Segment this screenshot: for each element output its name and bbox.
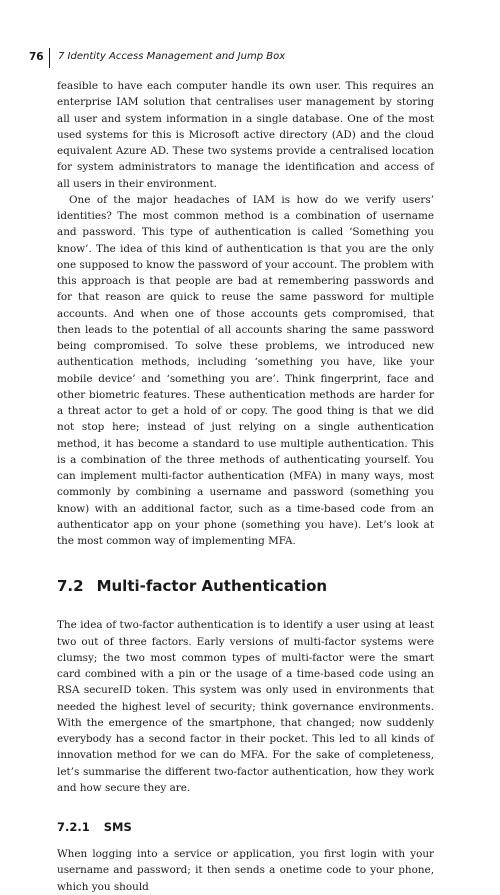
body-paragraph: One of the major headaches of IAM is how do we verify users’ identities? The most common method is a combination of username and password. This type of authentication is called ‘Something you know’. The idea of this kind of authentication is that you are the only one supposed to know the password of your account. The problem with this approach is that people are bad at remembering passwords and for that reason are quick to reuse the same password for multiple accounts. And when one of those accounts gets compromised, that then leads to the potential of all accounts sharing the same password being compromised. To solve these problems, we introduced new authentication methods, including ‘something you have, like your mobile device’ and ‘something you are’. Think fingerprint, face and other biometric features. These authentication methods are harder for a threat actor to get a hold of or copy. The good thing is that we did not stop here; instead of just relying on a single authentication method, it has become a standard to use multiple authentication. This is a combination of the three methods of authenticating yourself. You can implement multi-factor authentication (MFA) in many ways, most commonly by combining a username and password (something you know) with an additional factor, such as a time-based code from an authenticator app on your phone (something you have). Let’s look at the most common way of implementing MFA. [57,193,434,547]
section-number: 7.2 [57,577,84,596]
body-paragraph: When logging into a service or application, you first login with your username and password; it then sends a onetime code to your phone, which you should [57,848,434,893]
subsection-heading [57,819,434,835]
section-title: Multi-factor Authentication [96,577,328,596]
header-divider [49,48,50,68]
body-paragraph: The idea of two-factor authentication is to identify a user using at least two out of three factors. Early versions of multi-factor systems were clumsy; the two most common types of multi-factor were the smart card combined with a pin or the usage of a time-based code using an RSA secureID token. This system was only used in environments that needed the highest level of security; think governance environments. With the emergence of the smartphone, that changed; now suddenly everybody has a second factor in their pocket. This led to all kinds of innovation method for we can do MFA. For the sake of completeness, let’s summarise the different two-factor authentication, how they work and how secure they are. [57,619,434,794]
subsection-number: 7.2.1 [57,820,90,834]
body-paragraph: feasible to have each computer handle its own user. This requires an enterprise IAM solution that centralises user management by storing all user and system information in a single database. One of the most used systems for this is Microsoft active directory (AD) and the cloud equivalent Azure AD. These two systems provide a centralised location for system administrators to manage the identification and access of all users in their environment. [57,80,434,190]
page-body [57,78,434,895]
subsection-title: SMS [103,820,132,834]
page-header [0,47,500,71]
section-heading [57,576,434,596]
page-number: 76 [29,51,44,63]
running-title: 7 Identity Access Management and Jump Box [58,51,286,62]
